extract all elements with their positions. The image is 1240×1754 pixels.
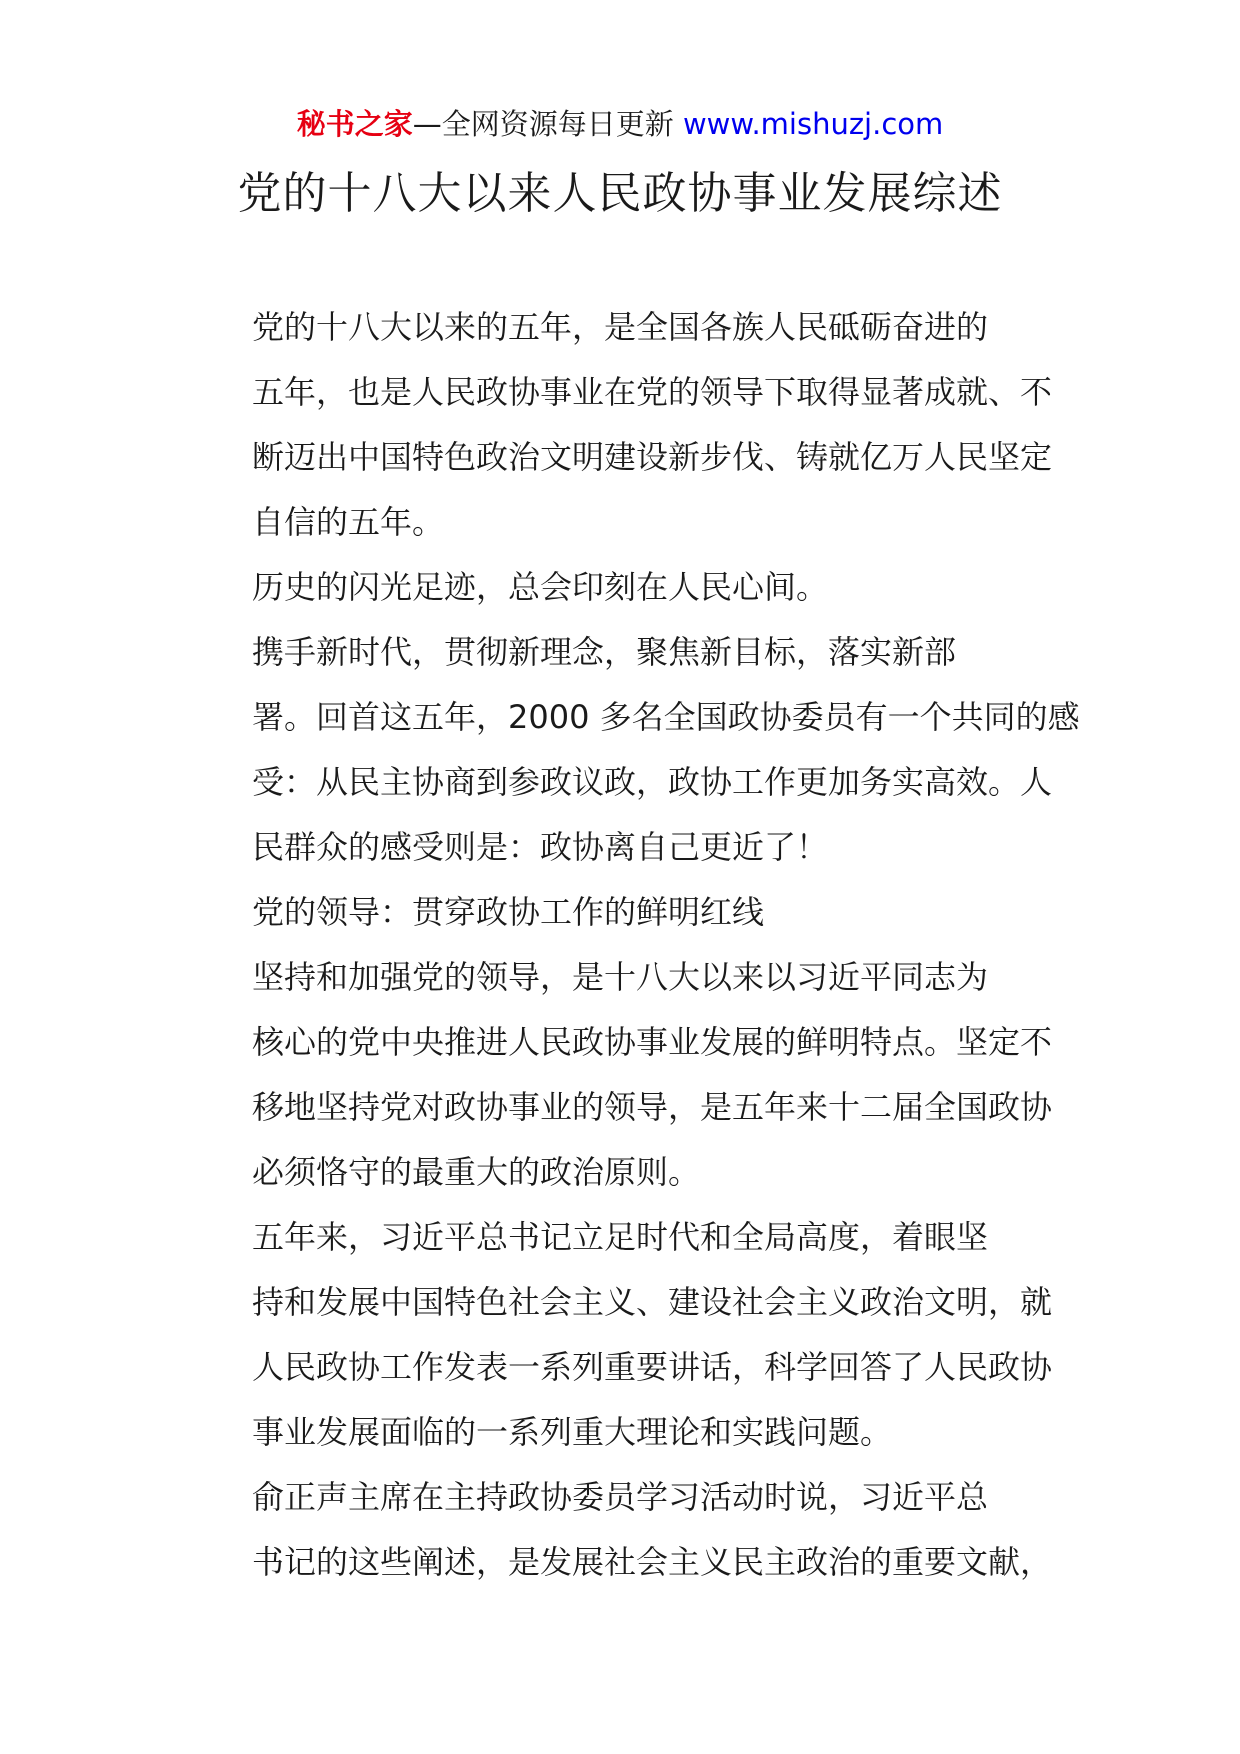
- paragraph-line: 五年来，习近平总书记立足时代和全局高度，着眼坚: [252, 1218, 989, 1256]
- header-tagline: —全网资源每日更新: [412, 107, 674, 141]
- paragraph-line: 署。回首这五年，2000 多名全国政协委员有一个共同的感: [252, 698, 1080, 736]
- paragraph-line: 核心的党中央推进人民政协事业发展的鲜明特点。坚定不: [252, 1023, 1053, 1061]
- site-url-link[interactable]: www.mishuzj.com: [682, 107, 944, 141]
- paragraph-line: 移地坚持党对政协事业的领导，是五年来十二届全国政协: [252, 1088, 1053, 1126]
- paragraph-line: 民群众的感受则是：政协离自己更近了！: [252, 828, 829, 866]
- document-title: 党的十八大以来人民政协事业发展综述: [237, 168, 1003, 219]
- paragraph-line: 党的领导：贯穿政协工作的鲜明红线: [252, 893, 765, 931]
- paragraph-line: 必须恪守的最重大的政治原则。: [252, 1153, 701, 1191]
- paragraph-line: 书记的这些阐述，是发展社会主义民主政治的重要文献，: [252, 1543, 1053, 1581]
- paragraph-line: 俞正声主席在主持政协委员学习活动时说，习近平总: [252, 1478, 989, 1516]
- paragraph-line: 携手新时代，贯彻新理念，聚焦新目标，落实新部: [252, 633, 957, 671]
- paragraph-line: 断迈出中国特色政治文明建设新步伐、铸就亿万人民坚定: [252, 438, 1053, 476]
- paragraph-line: 持和发展中国特色社会主义、建设社会主义政治文明，就: [252, 1283, 1053, 1321]
- paragraph: [188, 880, 1068, 945]
- paragraph: [188, 620, 1080, 880]
- document-body: [188, 295, 1080, 1595]
- paragraph: [188, 295, 1068, 555]
- paragraph-line: 事业发展面临的一系列重大理论和实践问题。: [252, 1413, 893, 1451]
- site-header: [0, 104, 1240, 144]
- brand-name: 秘书之家: [296, 107, 413, 141]
- paragraph-line: 受：从民主协商到参政议政，政协工作更加务实高效。人: [252, 763, 1053, 801]
- paragraph-line: 历史的闪光足迹，总会印刻在人民心间。: [252, 568, 829, 606]
- paragraph-line: 党的十八大以来的五年，是全国各族人民砥砺奋进的: [252, 308, 989, 346]
- paragraph: [188, 1205, 1068, 1465]
- paragraph: [188, 555, 1068, 620]
- paragraph-line: 人民政协工作发表一系列重要讲话，科学回答了人民政协: [252, 1348, 1053, 1386]
- paragraph-line: 坚持和加强党的领导，是十八大以来以习近平同志为: [252, 958, 989, 996]
- paragraph-line: 自信的五年。: [252, 503, 445, 541]
- paragraph-line: 五年，也是人民政协事业在党的领导下取得显著成就、不: [252, 373, 1053, 411]
- paragraph: [188, 1465, 1068, 1595]
- paragraph: [188, 945, 1068, 1205]
